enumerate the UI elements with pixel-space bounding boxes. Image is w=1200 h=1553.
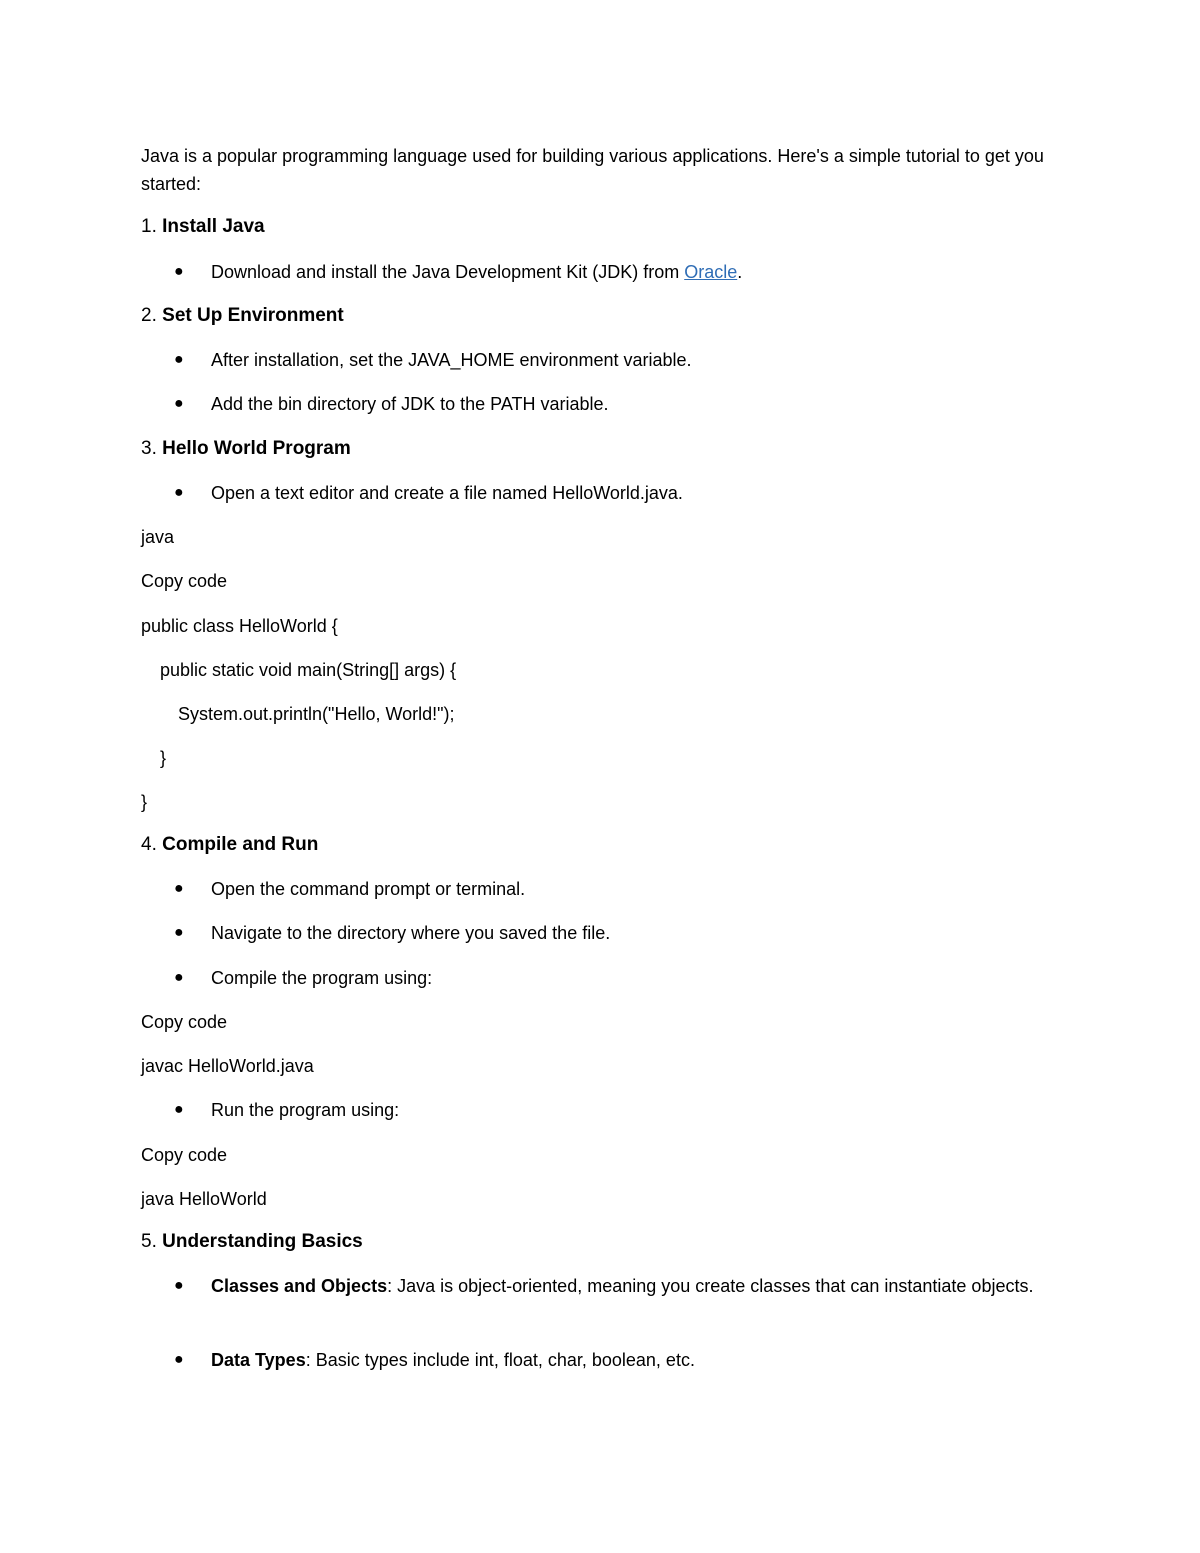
copy-code-label: Copy code — [141, 571, 228, 591]
intro-paragraph: Java is a popular programming language used for building various applications. Here's a simple tutorial to get you started: — [141, 146, 1044, 194]
bullet-icon: ● — [174, 969, 184, 986]
code-language-label: java — [141, 527, 175, 547]
section-title: Hello World Program — [162, 438, 351, 459]
list-item — [174, 1272, 1054, 1300]
list-item-text: Compile the program using: — [211, 968, 433, 988]
code-line: } — [141, 792, 148, 812]
bullet-icon: ● — [174, 484, 184, 501]
list-item-text: After installation, set the JAVA_HOME environment variable. — [211, 350, 692, 370]
section-title: Compile and Run — [162, 834, 319, 855]
term-label: Data Types — [211, 1350, 306, 1370]
term-colon: : — [387, 1276, 393, 1296]
term-label: Classes and Objects — [211, 1276, 388, 1296]
term-description: Basic types include int, float, char, boolean, etc. — [310, 1350, 695, 1370]
section-number: 1. — [141, 216, 157, 237]
list-item — [174, 919, 1054, 947]
section-number: 4. — [141, 834, 157, 855]
section-title: Set Up Environment — [162, 305, 344, 326]
copy-code-label: Copy code — [141, 1145, 228, 1165]
list-item-text: Run the program using: — [211, 1100, 400, 1120]
list-item-text: Open a text editor and create a file named HelloWorld.java. — [211, 483, 683, 503]
section-heading-hello-world — [141, 435, 351, 463]
bullet-icon: ● — [174, 880, 184, 897]
term-description: Java is object-oriented, meaning you create classes that can instantiate objects. — [392, 1276, 1034, 1296]
bullet-icon: ● — [174, 1101, 184, 1118]
code-line: System.out.println("Hello, World!"); — [178, 704, 455, 724]
section-heading-install-java — [141, 213, 265, 241]
copy-code-label: Copy code — [141, 1012, 228, 1032]
section-heading-setup-environment — [141, 302, 344, 330]
list-item — [174, 875, 1054, 903]
list-item — [174, 479, 1054, 507]
bullet-icon: ● — [174, 351, 184, 368]
section-title: Understanding Basics — [162, 1231, 363, 1252]
list-item — [174, 258, 1054, 286]
bullet-icon: ● — [174, 263, 184, 280]
bullet-icon: ● — [174, 1351, 184, 1368]
section-number: 2. — [141, 305, 157, 326]
term-colon: : — [305, 1350, 311, 1370]
code-line: public static void main(String[] args) { — [160, 660, 457, 680]
list-item — [174, 964, 1054, 992]
list-item — [174, 1096, 1054, 1124]
section-number: 3. — [141, 438, 157, 459]
code-line: } — [160, 748, 167, 768]
oracle-link[interactable]: Oracle — [684, 262, 738, 282]
list-item — [174, 1346, 1054, 1374]
bullet-icon: ● — [174, 395, 184, 412]
code-line: public class HelloWorld { — [141, 616, 338, 636]
section-heading-compile-run — [141, 831, 318, 859]
list-item — [174, 346, 1054, 374]
command-line: javac HelloWorld.java — [141, 1056, 314, 1076]
section-title: Install Java — [162, 216, 265, 237]
bullet-icon: ● — [174, 1277, 184, 1294]
bullet-icon: ● — [174, 924, 184, 941]
list-item-text: Download and install the Java Development Kit (JDK) from — [211, 262, 685, 282]
section-number: 5. — [141, 1231, 157, 1252]
section-heading-understanding-basics — [141, 1228, 363, 1256]
list-item — [174, 390, 1054, 418]
list-item-text-end: . — [737, 262, 743, 282]
command-line: java HelloWorld — [141, 1189, 267, 1209]
list-item-text: Open the command prompt or terminal. — [211, 879, 526, 899]
list-item-text: Navigate to the directory where you saved the file. — [211, 923, 611, 943]
list-item-text: Add the bin directory of JDK to the PATH variable. — [211, 394, 609, 414]
